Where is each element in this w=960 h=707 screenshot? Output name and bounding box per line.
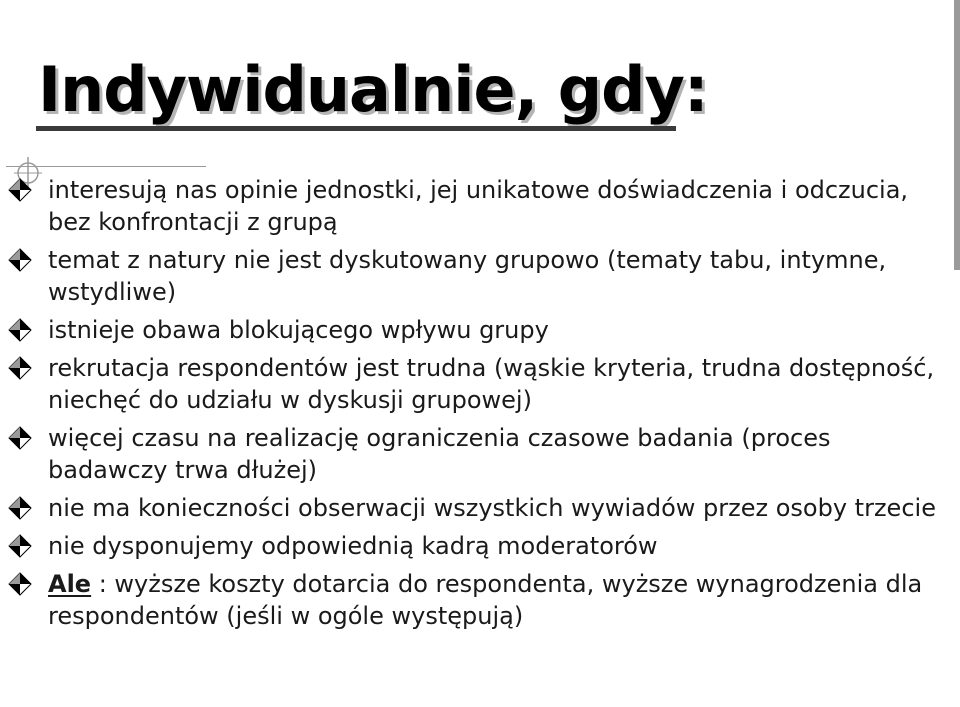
- bullet-text: nie ma konieczności obserwacji wszystkich wywiadów przez osoby trzecie: [48, 494, 936, 522]
- bullet-item: [0, 530, 950, 562]
- bullet-text: rekrutacja respondentów jest trudna (wąskie kryteria, trudna dostępność, niechęć do udziału w dyskusji grupowej): [48, 354, 935, 414]
- right-edge-bar: [954, 0, 960, 270]
- bullet-item: [0, 352, 950, 416]
- bullet-item: [0, 492, 950, 524]
- diamond-bullet-icon: [8, 572, 32, 596]
- bullet-item: [0, 174, 950, 238]
- bullet-text-rest: : wyższe koszty dotarcia do respondenta, wyższe wynagrodzenia dla respondentów (jeśli w ogóle występują): [48, 570, 923, 630]
- diamond-bullet-icon: [8, 534, 32, 558]
- diamond-bullet-icon: [8, 248, 32, 272]
- diamond-bullet-icon: [8, 496, 32, 520]
- bullet-text: [48, 568, 950, 632]
- bullet-text: temat z natury nie jest dyskutowany grupowo (tematy tabu, intymne, wstydliwe): [48, 246, 887, 306]
- bullet-item: [0, 244, 950, 308]
- diamond-bullet-icon: [8, 318, 32, 342]
- bullet-item: [0, 568, 950, 632]
- diamond-bullet-icon: [8, 178, 32, 202]
- bullet-text: więcej czasu na realizację ograniczenia czasowe badania (proces badawczy trwa dłużej): [48, 424, 831, 484]
- ale-emphasis: Ale: [48, 570, 92, 598]
- bullet-text: nie dysponujemy odpowiednią kadrą moderatorów: [48, 532, 658, 560]
- bullet-list: [0, 174, 950, 638]
- diamond-bullet-icon: [8, 356, 32, 380]
- bullet-item: [0, 422, 950, 486]
- title-underline: [36, 126, 676, 131]
- slide-title: Indywidualnie, gdy:: [38, 53, 708, 126]
- bullet-text: interesują nas opinie jednostki, jej unikatowe doświadczenia i odczucia, bez konfrontacji z grupą: [48, 176, 909, 236]
- bullet-text: istnieje obawa blokującego wpływu grupy: [48, 316, 549, 344]
- diamond-bullet-icon: [8, 426, 32, 450]
- bullet-item: [0, 314, 950, 346]
